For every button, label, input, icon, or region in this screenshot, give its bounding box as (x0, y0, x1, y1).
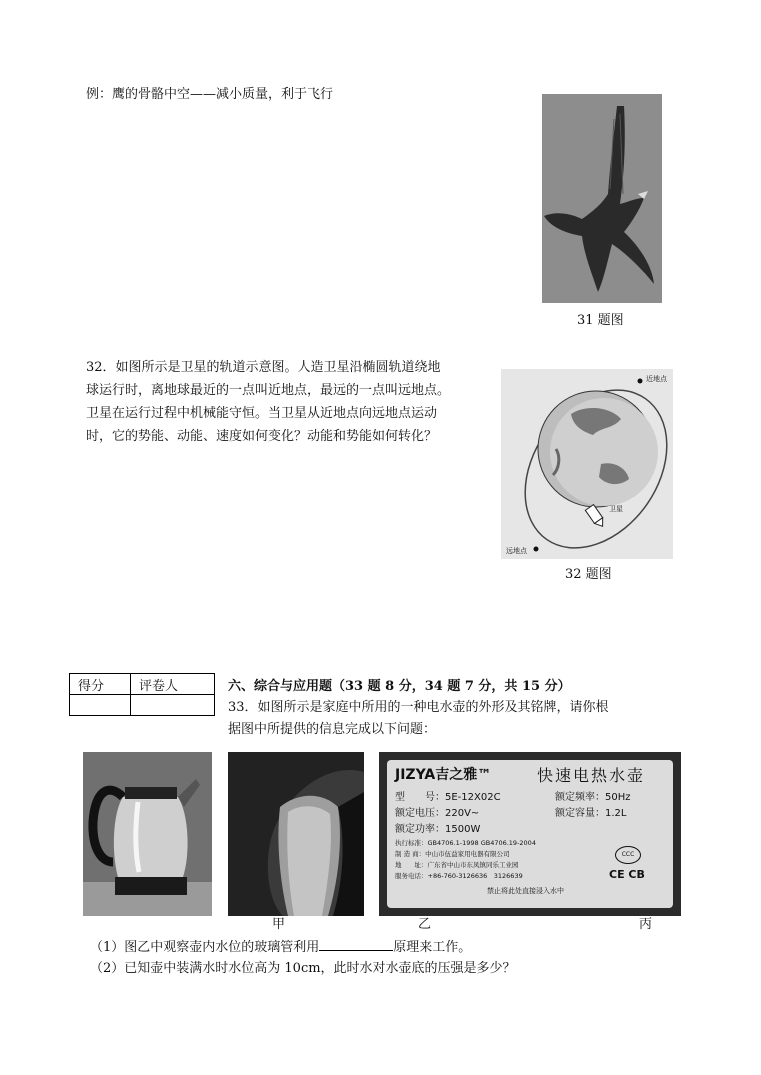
q32-line1: 32．如图所示是卫星的轨道示意图。人造卫星沿椭圆轨道绕地 (86, 360, 441, 375)
q31-example: 例：鹰的骨骼中空——减小质量，利于飞行 (86, 87, 334, 102)
section6-title: 六、综合与应用题（33 题 8 分，34 题 7 分，共 15 分） (228, 679, 571, 694)
nameplate-capacity: 额定容量：1.2L (555, 808, 627, 819)
kettle-photo (83, 752, 212, 916)
nameplate-standard: 执行标准：GB4706.1-1998 GB4706.19-2004 (395, 839, 536, 847)
q32-caption: 32 题图 (565, 567, 612, 582)
grader-header: 评卷人 (131, 674, 215, 695)
nameplate-maker: 制 造 商：中山市伍益家用电器有限公司 (395, 850, 510, 858)
answer-blank[interactable] (319, 936, 393, 951)
nameplate-photo (379, 752, 681, 916)
eagle-photo (542, 94, 662, 303)
q31-caption: 31 题图 (577, 313, 624, 328)
nameplate-phone: 服务电话：+86-760-3126636 3126639 (395, 872, 523, 880)
q32-line2: 球运行时，离地球最近的一点叫近地点，最远的一点叫远地点。 (86, 383, 451, 398)
perigee-label: 近地点 (646, 375, 667, 383)
score-cell (70, 695, 131, 716)
q33-line2: 据图中所提供的信息完成以下问题： (228, 722, 437, 737)
nameplate-warning: 禁止将此处直接浸入水中 (487, 887, 564, 895)
nameplate-model: 型 号：5E-12X02C (395, 792, 501, 803)
nameplate (387, 760, 673, 908)
water-level-window-photo (228, 752, 364, 916)
nameplate-brand: JIZYA吉之雅™ (395, 767, 492, 783)
satellite-label: 卫星 (609, 505, 623, 513)
orbit-diagram-icon (501, 369, 673, 559)
q32-line4: 时，它的势能、动能、速度如何变化？动能和势能如何转化？ (86, 429, 438, 444)
eagle-icon (542, 94, 662, 303)
q33-line1: 33．如图所示是家庭中所用的一种电水壶的外形及其铭牌，请你根 (228, 700, 609, 715)
score-header: 得分 (70, 674, 131, 695)
q33-sub2: （2）已知壶中装满水时水位高为 10cm，此时水对水壶底的压强是多少？ (90, 961, 516, 976)
nameplate-address: 地 址：广东省中山市东凤镇同乐工业园 (395, 861, 519, 869)
q33-sub1-before: （1）图乙中观察壶内水位的玻璃管利用 (90, 940, 320, 955)
kettle-icon (83, 752, 212, 916)
nameplate-power: 额定功率：1500W (395, 824, 481, 835)
q33-sub1 (90, 936, 471, 958)
label-bing: 丙 (639, 917, 653, 932)
score-table (69, 673, 215, 716)
water-window-icon (228, 752, 364, 916)
satellite-orbit-diagram (501, 369, 673, 559)
label-jia: 甲 (272, 917, 286, 932)
nameplate-voltage: 额定电压：220V~ (395, 808, 480, 819)
q32-line3: 卫星在运行过程中机械能守恒。当卫星从近地点向远地点运动 (86, 406, 438, 421)
ce-cb-mark-icon: CE CB (609, 868, 645, 881)
label-yi: 乙 (418, 917, 432, 932)
nameplate-product: 快速电热水壶 (537, 766, 646, 785)
nameplate-freq: 额定频率：50Hz (555, 792, 631, 803)
q33-sub1-after: 原理来工作。 (393, 940, 472, 955)
ccc-mark-icon: CCC (615, 846, 641, 864)
apogee-label: 远地点 (506, 547, 527, 555)
grader-cell (131, 695, 215, 716)
